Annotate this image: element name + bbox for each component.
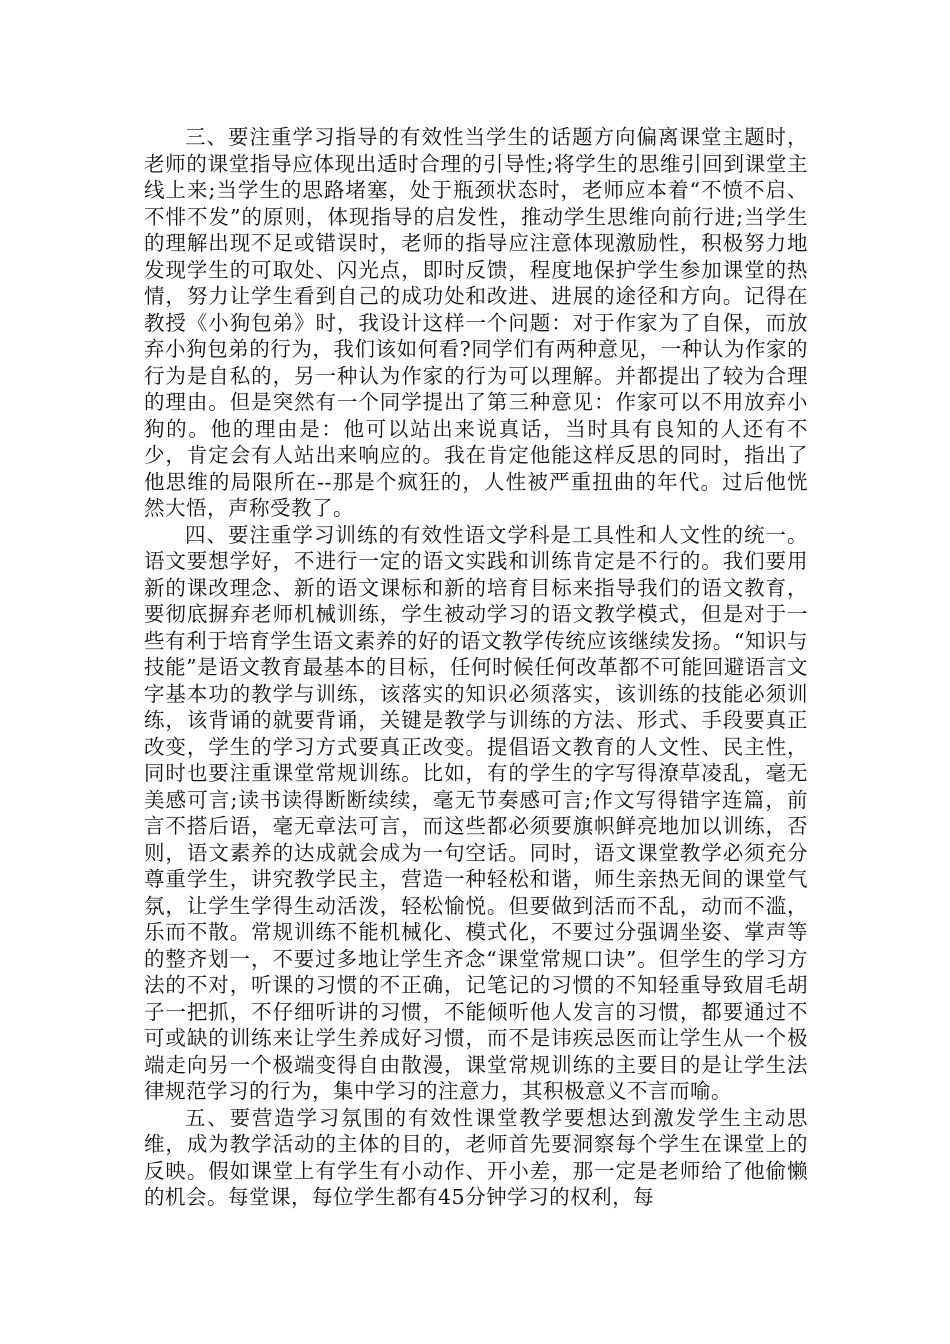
paragraph-learning-atmosphere: 五、要营造学习氛围的有效性课堂教学要想达到激发学生主动思维，成为教学活动的主体的目的，老师首先要洞察每个学生在课堂上的反映。假如课堂上有学生有小动作、开小差，那一定是老师给了他偷懒的机会。每堂课，每位学生都有45分钟学习的权利，每 <box>144 1105 808 1209</box>
paragraph-learning-guidance: 三、要注重学习指导的有效性当学生的话题方向偏离课堂主题时，老师的课堂指导应体现出适时合理的引导性;将学生的思维引回到课堂主线上来;当学生的思路堵塞，处于瓶颈状态时，老师应本着“不愤不启、不悱不发”的原则，体现指导的启发性，推动学生思维向前行进;当学生的理解出现不足或错误时，老师的指导应注意体现激励性，积极努力地发现学生的可取处、闪光点，即时反馈，程度地保护学生参加课堂的热情，努力让学生看到自己的成功处和改进、进展的途径和方向。记得在教授《小狗包弟》时，我设计这样一个问题：对于作家为了自保，而放弃小狗包弟的行为，我们该如何看?同学们有两种意见，一种认为作家的行为是自私的，另一种认为作家的行为可以理解。并都提出了较为合理的理由。但是突然有一个同学提出了第三种意见：作家可以不用放弃小狗的。他的理由是：他可以站出来说真话，当时具有良知的人还有不少，肯定会有人站出来响应的。我在肯定他能这样反思的同时，指出了他思维的局限所在--那是个疯狂的，人性被严重扭曲的年代。过后他恍然大悟，声称受教了。 <box>144 125 808 520</box>
body-text <box>144 124 808 1211</box>
paragraph-learning-training: 四、要注重学习训练的有效性语文学科是工具性和人文性的统一。语文要想学好，不进行一定的语文实践和训练肯定是不行的。我们要用新的课改理念、新的语文课标和新的培育目标来指导我们的语文教育，要彻底摒弃老师机械训练，学生被动学习的语文教学模式，但是对于一些有利于培育学生语文素养的好的语文教学传统应该继续发扬。“知识与技能”是语文教育最基本的目标，任何时候任何改革都不可能回避语言文字基本功的教学与训练，该落实的知识必须落实，该训练的技能必须训练，该背诵的就要背诵，关键是教学与训练的方法、形式、手段要真正改变，学生的学习方式要真正改变。提倡语文教育的人文性、民主性，同时也要注重课堂常规训练。比如，有的学生的字写得潦草凌乱，毫无美感可言;读书读得断断续续，毫无节奏感可言;作文写得错字连篇，前言不搭后语，毫无章法可言，而这些都必须要旗帜鲜亮地加以训练，否则，语文素养的达成就会成为一句空话。同时，语文课堂教学必须充分尊重学生，讲究教学民主，营造一种轻松和谐，师生亲热无间的课堂气氛，让学生学得生动活泼，轻松愉悦。但要做到活而不乱，动而不滥，乐而不散。常规训练不能机械化、模式化，不要过分强调坐姿、掌声等的整齐划一，不要过多地让学生齐念“课堂常规口诀”。但学生的学习方法的不对，听课的习惯的不正确，记笔记的习惯的不知轻重导致眉毛胡子一把抓，不仔细听讲的习惯，不能倾听他人发言的习惯，都要通过不可或缺的训练来让学生养成好习惯，而不是讳疾忌医而让学生从一个极端走向另一个极端变得自由散漫，课堂常规训练的主要目的是让学生法律规范学习的行为，集中学习的注意力，其积极意义不言而喻。 <box>144 522 808 1103</box>
